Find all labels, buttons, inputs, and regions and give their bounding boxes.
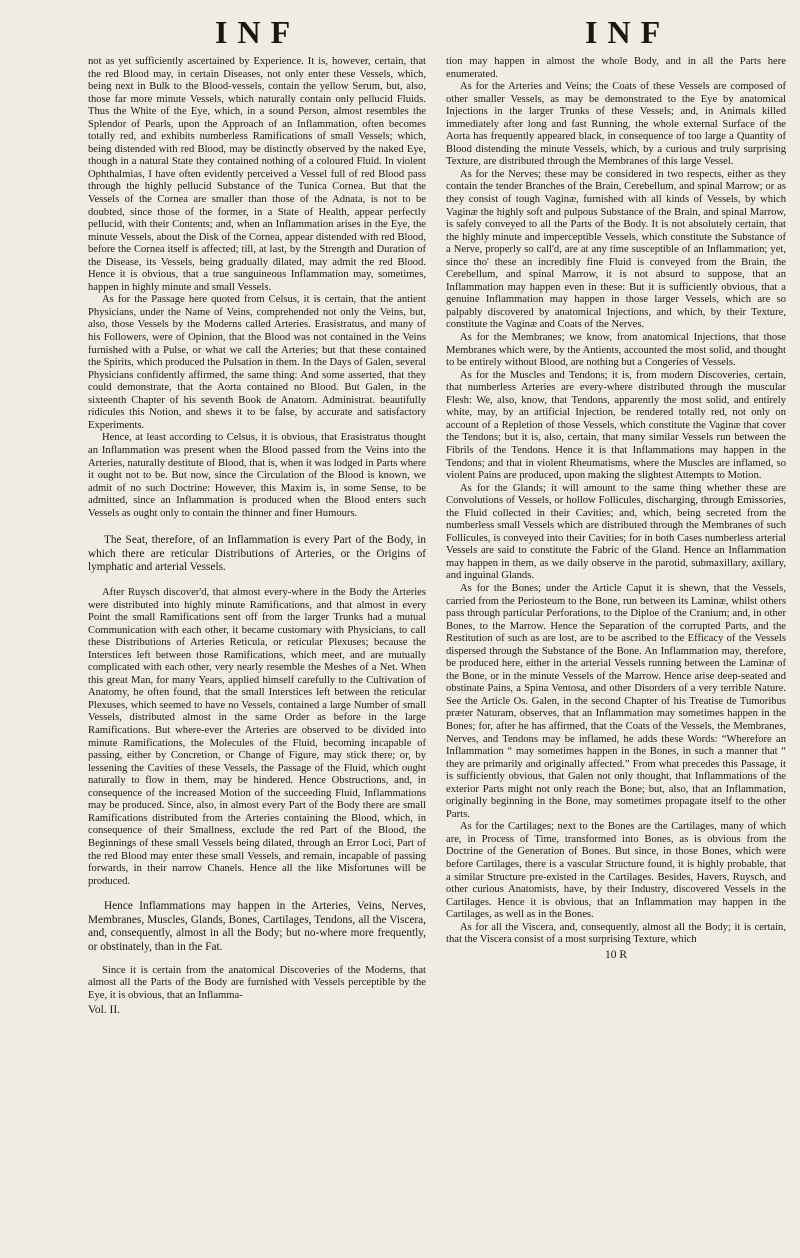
thesis-paragraph: The Seat, therefore, of an Inflammation is every Part of the Body, in which there are reticular Distributions of Arteries, or the Origins of lymphatic and arterial Vessels. bbox=[88, 534, 426, 574]
paragraph: not as yet sufficiently ascertained by Experience. It is, however, certain, that the red Blood may, in certain Diseases, not only enter these Vessels, which, being next in Bulk to the Blood-vessels, contain the yellow Serum, but, also, those far more minute Vessels, which naturally contain only pellucid Fluids. Thus the White of the Eye, which, in a sound Person, almost resembles the Splendor of Pearls, upon the Approach of an Inflammation, often becomes totally red, and exhibits numberless Ramifications of small Vessels; which, being distended with red Blood, may be distinctly observed by the naked Eye, though in a natural State they contained nothing of a coloured Fluid. In violent Ophthalmias, I have often evidently perceived a Vessel full of red Blood pass through the highly pellucid Substance of the Tunica Cornea. But that the Vessels of the Cornea are smaller than those of the Adnata, is not to be doubted, since those of the former, in a State of Health, appear perfectly pellucid, with their Contents; and, when an Inflammation arises in the Eye, the minute Vessels, about the Disk of the Cornea, appear distended with red Blood, before the Cornea itself is affected; till, at last, by the Strength and Duration of the Disease, its Vessels, being gradually dilated, may admit the red Blood. Hence it is obvious, that a true sanguineous Inflammation may, sometimes, happen in highly minute and small Vessels. bbox=[88, 56, 426, 293]
paragraph: As for the Cartilages; next to the Bones are the Cartilages, many of which are, in Process of Time, transformed into Bones, as is obvious from the Doctrine of the Generation of Bones. But since, in those Bones, which were before Cartilages, there is a vascular Structure found, it is highly probable, that a similar Structure pre-existed in the Cartilages. Besides, Havers, Ruysch, and other curious Anatomists, have, by their Industry, discovered Vessels in the Cartilages. Hence it is obvious, that an Inflammation may happen in the Cartilages, as well as in the Bones. bbox=[446, 821, 786, 921]
paragraph: Since it is certain from the anatomical Discoveries of the Moderns, that almost all the Parts of the Body are furnished with Vessels perceptible by the Eye, it is obvious, that an Inflamma- bbox=[88, 964, 426, 1001]
left-column bbox=[88, 56, 426, 1017]
paragraph: As for the Bones; under the Article Caput it is shewn, that the Vessels, carried from the Periosteum to the Bone, run between its Laminæ, whilst others pass through particular Perforations, to the Diploe of the Cranium; and, in other Bones, to the Marrow. Hence the Separation of the corrupted Parts, and the Restitution of such as are lost, are to be ascribed to the Efficacy of the Vessels dispersed through the Substance of the Bone. An Inflammation may, therefore, be produced here, either in the arterial Vessels running between the Laminæ of the Bone, or in the minute Vessels of the Marrow. Hence arise deep-seated and obstinate Pains, a Spina Ventosa, and other Disorders of a very terrible Nature. See the Article Os. Galen, in the second Chapter of his Treatise de Tumoribus præter Naturam, observes, that an Inflammation may sometimes happen in the Bones; for, after he has affirmed, that the Coats of the Vessels, the Membranes, Nerves, and Tendons may be inflamed, he adds these Words: “Wherefore an Inflammation “ may sometimes happen in the Bones, in such a manner that “ they are primarily and originally affected.” From what precedes this Passage, it is sufficiently obvious, that Galen not only thought, that Inflammations of the exterior Parts might not only reach the Bone; but, also, that an Inflammation, originally beginning in the Bone, may sometimes propagate itself to the other Parts. bbox=[446, 582, 786, 820]
gathering-signature: 10 R bbox=[604, 948, 628, 961]
paragraph: As for the Glands; it will amount to the same thing whether these are Convolutions of Vessels, or hollow Follicules, discharging, through Emissories, the Fluid collected in their Cavities; and, which, being secreted from the numberless small Vessels which are distributed through the Membranes of such Follicules, is conveyed into their Cavities; for in both Cases numberless arterial Vessels are said to constitute the Fabric of the Gland. Hence an Inflammation may happen in them, as we daily observe in the parotid, submaxillary, axillary, and inguinal Glands. bbox=[446, 482, 786, 582]
paragraph: As for all the Viscera, and, consequently, almost all the Body; it is certain, that the Viscera consist of a most surprising Texture, which bbox=[446, 921, 786, 946]
right-column bbox=[446, 56, 786, 961]
paragraph: As for the Muscles and Tendons; it is, from modern Discoveries, certain, that numberless Arteries are every-where distributed through the muscular Flesh: We, also, know, that Tendons, apparently the most solid, and entirely white, may, by an artificial Injection, be rendered totally red, not only on account of a Repletion of those Vessels, which constitute the Vaginæ that cover the Tendons; but it is, also, certain, that many similar Vessels run between the Fibrils of the Tendons. Hence it is that Inflammations may happen in the Tendons; and that in violent Rheumatisms, where the Muscles are inflamed, so violent Pains are produced, upon making the slightest Attempts to Motion. bbox=[446, 369, 786, 482]
paragraph: After Ruysch discover'd, that almost every-where in the Body the Arteries were distributed into highly minute Ramifications, and that almost in every Point the small Ramifications sent off from the larger Trunks had a mutual Communication with each other, it became customary with Physicians, to call these Distributions of Arteries Reticula, or reticular Plexuses; because the Interstices left between those Ramifications, which meet, and are mutually complicated with each other, very nearly resemble the Meshes of a Net. When this great Man, for many Years, applied himself carefully to the Cultivation of Anatomy, he often found, that the small Interstices left between the reticular Plexuses, which seemed to have no Vessels, contained a large Number of small Vessels, distributed almost in the same Order as before in the large Ramifications. But where-ever the Arteries are observed to be divided into minute Ramifications, the Molecules of the Fluid, becoming incapable of passing, either by Concretion, or Change of Figure, may stick there; or, by lessening the Cavities of these Vessels, the Passage of the Fluid, which ought naturally to flow in them, may be hindered. Hence Obstructions, and, in consequence of the increased Motion of the succeeding Fluid, Inflammations may be produced. Since, also, in almost every Part of the Body there are small Ramifications distributed from the Arteries containing the Blood, which, in consequence of their Smallness, exclude the red Part of the Blood, the Beginnings of these small Vessels being dilated, through an Error Loci, Part of the red Blood may enter these small Vessels, and remain, incapable of passing forwards, in their narrow Chanels. Hence all the like Misfortunes will be produced. bbox=[88, 587, 426, 887]
paragraph: As for the Nerves; these may be considered in two respects, either as they contain the tender Branches of the Brain, Cerebellum, and spinal Marrow; or as they consist of tough Vaginæ, furnished with all kinds of Vessels, by which Vaginæ the highly soft and pulpous Substance of the Brain, and spinal Marrow, is safely conveyed to all the Parts of the Body. It is not absolutely certain, that the highly minute and imperceptible Vessels, which constitute the Substance of a Nerve, properly so call'd, are at any time susceptible of an Inflammation; yet, since tho' these an incredibly fine Fluid is conveyed from the Brain, the Cerebellum, and spinal Marrow, it is not absurd to suppose, that an Inflammation may happen even in these: But it is sufficiently obvious, that a genuine Inflammation may happen in those larger Vessels, which are so palpably discovered by anatomical Injections, and which, by their Texture, constitute the Vaginæ and Coats of the Nerves. bbox=[446, 168, 786, 331]
paragraph: As for the Membranes; we know, from anatomical Injections, that those Membranes which were, by the Antients, accounted the most solid, and thought to be entirely without Blood, are nothing but a Congeries of Vessels. bbox=[446, 332, 786, 369]
volume-signature: Vol. II. bbox=[88, 1004, 121, 1017]
paragraph: tion may happen in almost the whole Body, and in all the Parts here enumerated. bbox=[446, 56, 786, 80]
paragraph: As for the Passage here quoted from Celsus, it is certain, that the antient Physicians, under the Name of Veins, comprehended not only the Veins, but, also, those Vessels by the Moderns called Arteries. Erasistratus, and many of his Followers, were of Opinion, that the Blood was not contained in the Veins furnished with a Pulse, or what we call the Arteries; but that these contained the Spirits, which produced the Pulsation in them. In the Days of Galen, several Physicians confidently affirmed, the same thing: And some asserted, that they could demonstrate, that the Aorta contained no Blood. But Galen, in the sixteenth Chapter of his seventh Book de Anatom. Administrat. beautifully ridicules this Notion, and shews it to be false, by accurate and satisfactory Experiments. bbox=[88, 294, 426, 431]
paragraph: As for the Arteries and Veins; the Coats of these Vessels are composed of other smaller Vessels, as may be demonstrated to the Eye by anatomical Injections in the larger Trunks of these Vessels; and, in Animals killed immediately after long and fast Running, the whole external Surface of the Aorta has frequently appeared black, in consequence of too large a Quantity of Blood distending the minute Vessels, which, by a curious and truly surprising Texture, are distributed through the Membranes of this large Vessel. bbox=[446, 81, 786, 168]
paragraph: Hence, at least according to Celsus, it is obvious, that Erasistratus thought an Inflammation was present when the Blood passed from the Veins into the Arteries, naturally destitute of Blood, that is, when it was lodged in Parts where it ought not to be. But now, since the Circulation of the Blood is known, we admit of no such Doctrine: However, this Maxim is, in some Sense, to be admitted, since an Inflammation is produced when the Blood enters such Vessels as ought only to contain the thinner and finer Humours. bbox=[88, 432, 426, 519]
running-head-right: INF bbox=[585, 14, 671, 50]
thesis-paragraph: Hence Inflammations may happen in the Arteries, Veins, Nerves, Membranes, Muscles, Glands, Bones, Cartilages, Tendons, all the Viscera, and, consequently, almost in all the Body; but no-where more frequently, or obstinately, than in the Fat. bbox=[88, 900, 426, 953]
running-head-left: INF bbox=[215, 14, 301, 50]
running-head bbox=[0, 14, 800, 54]
